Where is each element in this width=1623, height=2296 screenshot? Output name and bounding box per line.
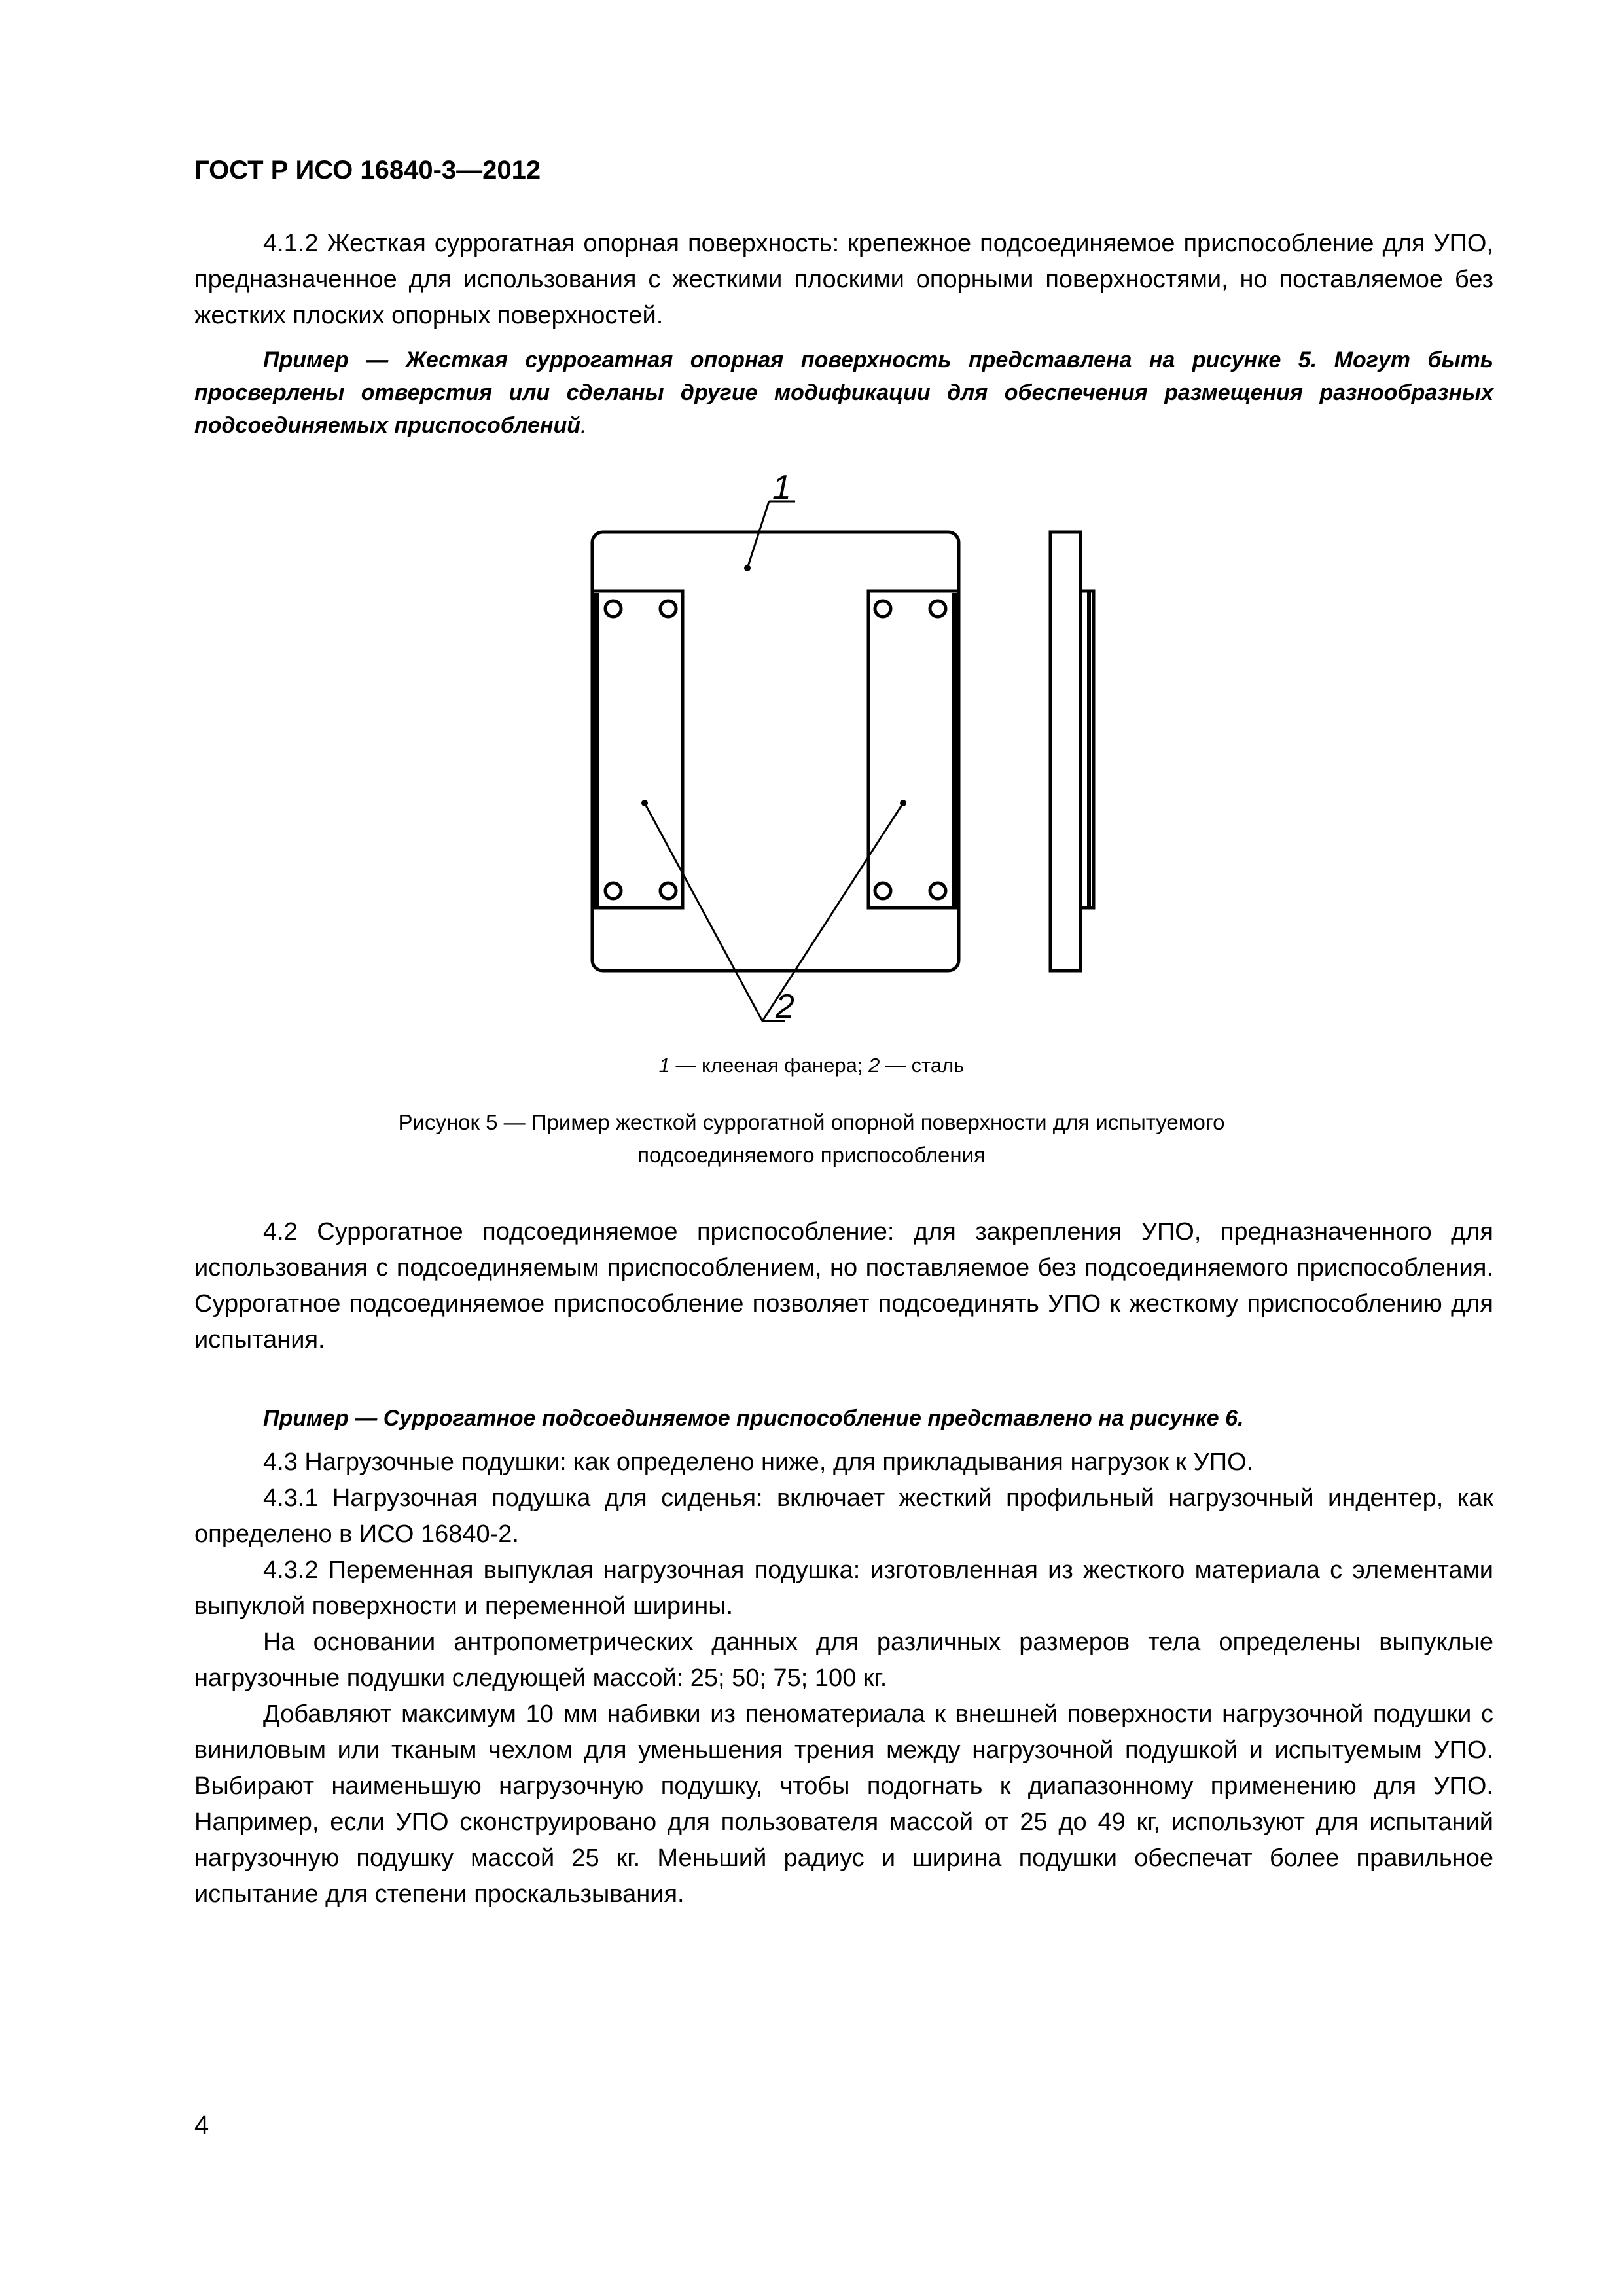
- label-1: 1: [772, 469, 791, 507]
- steel-plate-left: [592, 591, 683, 908]
- legend-text-1: — клееная фанера;: [669, 1054, 869, 1077]
- paragraph-4-3: 4.3 Нагрузочные подушки: как определено ниже, для прикладывания нагрузок к УПО.: [263, 1448, 1254, 1476]
- bolt-hole: [930, 883, 946, 899]
- paragraph-foam-padding: Добавляют максимум 10 мм набивки из пеноматериала к внешней поверхности нагрузочной подушки с виниловым или тканым чехлом для уменьшения трения между нагрузочной подушкой и испытуемым УПО. Выбирают наименьшую нагрузочную подушку, чтобы подогнать к диапазонному применению для УПО. Например, если УПО сконструировано для пользователя массой от 25 до 49 кг, используют для испытаний нагрузочную подушку массой 25 кг. Меньший радиус и ширина подушки обеспечат более правильное испытание для степени проскальзывания.: [194, 1700, 1493, 1908]
- page-number: 4: [194, 2111, 209, 2140]
- example-figure-5-text: Пример — Жесткая суррогатная опорная поверхность представлена на рисунке 5. Могут быть просверлены отверстия или сделаны другие модификации для обеспечения размещения разнообразных подсоединяемых приспособлений: [194, 348, 1493, 438]
- bolt-hole: [660, 883, 676, 899]
- bolt-hole: [605, 601, 621, 617]
- bolt-hole: [875, 601, 891, 617]
- figure-caption: Рисунок 5 — Пример жесткой суррогатной опорной поверхности для испытуемого подсоединяемого приспособления: [398, 1110, 1225, 1167]
- example-figure-5: [194, 344, 1493, 442]
- leader-line-2a: [645, 803, 762, 1021]
- paragraph-anthropometric: На основании антропометрических данных для различных размеров тела определены выпуклые нагрузочные подушки следующей массой: 25; 50; 75; 100 кг.: [194, 1628, 1493, 1692]
- bolt-hole: [605, 883, 621, 899]
- side-view-board: [1050, 532, 1080, 971]
- paragraph-4-2: 4.2 Суррогатное подсоединяемое приспособление: для закрепления УПО, предназначенного для использования с подсоединяемым приспособлением, но поставляемое без подсоединяемого приспособления. Суррогатное подсоединяемое приспособление позволяет подсоединять УПО к жесткому приспособлению для испытания.: [194, 1218, 1493, 1354]
- legend-number-1: 1: [658, 1054, 670, 1077]
- legend-text-2: — сталь: [880, 1054, 965, 1077]
- steel-plate-right: [868, 591, 959, 908]
- figure-legend: [0, 1054, 1623, 1077]
- leader-line-1: [747, 501, 769, 568]
- bolt-hole: [930, 601, 946, 617]
- figure-5-drawing: [0, 458, 1623, 1047]
- plywood-board: [592, 532, 959, 971]
- example-figure-5-tail: .: [580, 413, 587, 438]
- bolt-hole: [660, 601, 676, 617]
- paragraph-4-3-2: 4.3.2 Переменная выпуклая нагрузочная подушка: изготовленная из жесткого материала с элементами выпуклой поверхности и переменной ширины.: [194, 1556, 1493, 1620]
- label-2: 2: [776, 988, 794, 1026]
- bolt-hole: [875, 883, 891, 899]
- example-figure-6: Пример — Суррогатное подсоединяемое приспособление представлено на рисунке 6.: [263, 1406, 1244, 1431]
- document-header: ГОСТ Р ИСО 16840-3—2012: [194, 156, 541, 185]
- paragraph-4-1-2: 4.1.2 Жесткая суррогатная опорная поверхность: крепежное подсоединяемое приспособление для УПО, предназначенное для использования с жесткими плоскими опорными поверхностями, но поставляемое без жестких плоских опорных поверхностей.: [194, 230, 1493, 329]
- legend-number-2: 2: [868, 1054, 880, 1077]
- paragraph-4-3-1: 4.3.1 Нагрузочная подушка для сиденья: включает жесткий профильный нагрузочный индентер, как определено в ИСО 16840-2.: [194, 1484, 1493, 1548]
